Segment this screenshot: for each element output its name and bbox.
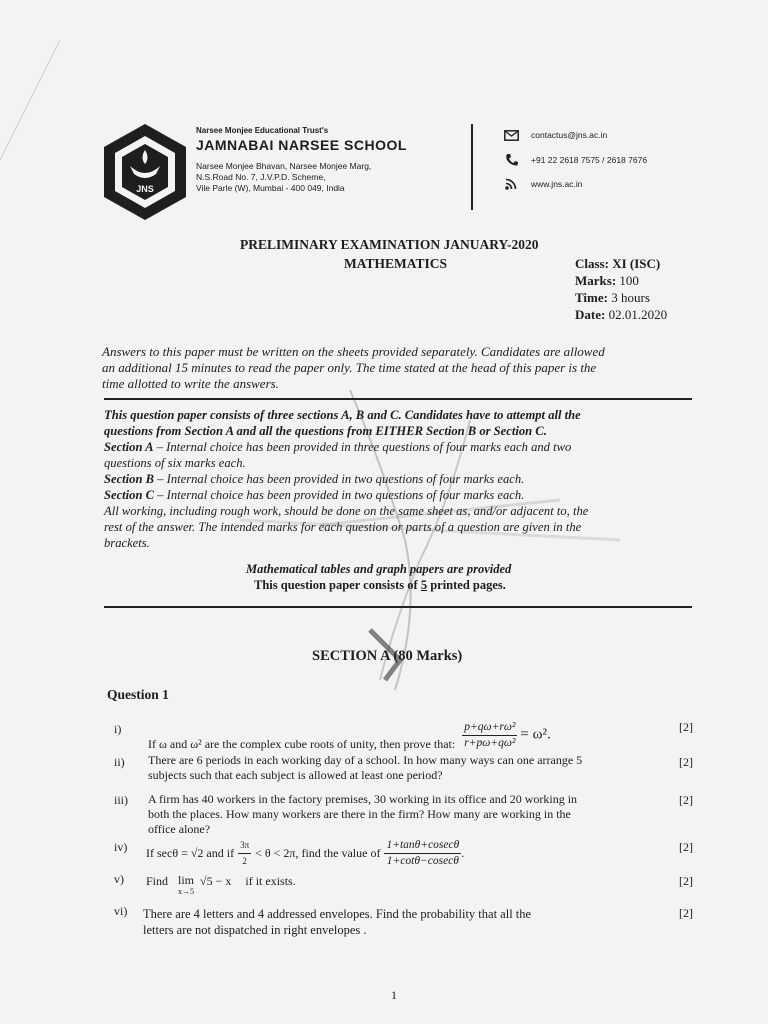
question-text: Find lim x→5 √5 − x if it exists. [146,873,296,896]
question-text: A firm has 40 workers in the factory premises, 30 working in its office and 20 working in both the places. How many workers are there in the firm? How many are working in the office alone? [148,792,578,836]
address-line-1: Narsee Monjee Bhavan, Narsee Monjee Marg, [196,161,372,171]
question-marks: [2] [679,906,693,920]
question-marks: [2] [679,874,693,888]
exam-subject: MATHEMATICS [344,256,448,271]
question-number: i) [114,722,122,736]
section-title: SECTION A (80 Marks) [312,648,463,664]
divider-1 [104,398,692,400]
address-line-2: N.S.Road No. 7, J.V.P.D. Scheme, [196,172,326,182]
fraction: $\frac{1+\tan\theta+cosec\theta}{1+\cot\theta-cosec\theta}$ [386,839,460,867]
contact-email [503,128,607,142]
question-marks: [2] [679,840,693,854]
exam-time: Time: 3 hours [575,290,650,305]
tables-note: Mathematical tables and graph papers are provided [246,562,512,576]
exam-class: Class: XI (ISC) [575,256,661,271]
question-marks: [2] [679,793,693,807]
question-text: There are 6 periods in each working day of a school. In how many ways can one arrange 5 subjects such that each subject is allowed at least one period? [148,753,583,782]
contact-phone [503,153,647,167]
question-number: iv) [114,840,128,854]
exam-marks: Marks: 100 [575,273,639,288]
logo-text: JNS [136,184,154,194]
school-logo [100,122,190,222]
question-text: If ω and ω² are the complex cube roots of unity, then prove that: $\frac{\text{p+qω+rω²}}{\text{r+pω+qω²}}$ = ω². [148,721,551,752]
question-heading: Question 1 [107,687,169,702]
question-number: vi) [114,904,128,918]
exam-title: PRELIMINARY EXAMINATION JANUARY-2020 [240,237,539,252]
inequality-fraction: $\frac{3\pi}{2}$ [240,840,250,866]
phone-text: +91 22 2618 7575 / 2618 7676 [531,155,648,165]
question-number: ii) [114,755,125,769]
instructions-answers: Answers to this paper must be written on the sheets provided separately. Candidates are allowed an additional 15 minutes to read the paper only. The time stated at the head of this paper is the time allotted to write the answers. [102,344,605,391]
website-text: www.jns.ac.in [531,179,583,189]
section-c-note: Section C – Internal choice has been provided in two questions of four marks each. [104,488,525,502]
phone-icon [503,153,519,167]
instructions-sections: This question paper consists of three sections A, B and C. Candidates have to attempt all the questions from Section A and all the questions from EITHER Section B or Section C. Section A – Internal choice has been provided in three questions of four marks each and two questions of six marks each. Section B – Internal choice has been provided in two questions of four marks each. Section C – Internal choice has been provided in two questions of four marks each. All working, including rough work, should be done on the same sheet as, and/or adjacent to, the rest of the answer. The intended marks for each question or parts of a question are given in the brackets. [104,408,589,550]
email-text: contactus@jns.ac.in [531,130,608,140]
limit: lim x→5 [178,873,195,896]
divider-2 [104,606,692,608]
question-marks: [2] [679,720,693,734]
question-number: iii) [114,793,128,807]
school-address [196,161,464,194]
question-text: If secθ = √2 and if $\frac{3\pi}{2}$ < θ < 2π, find the value of $\frac{1+\tan\theta+cosec\theta}{1+\cot\theta-cosec\theta}$ . [146,839,465,867]
rss-icon [503,177,519,191]
fraction: $\frac{\text{p+qω+rω²}}{\text{r+pω+qω²}}$ [464,721,516,749]
pages-note: This question paper consists of 5 printed pages. [254,578,506,592]
mail-icon [503,128,519,142]
school-name: JAMNABAI NARSEE SCHOOL [196,137,407,153]
address-line-3: Vile Parle (W), Mumbai - 400 049, India [196,183,345,193]
section-b-note: Section B – Internal choice has been provided in two questions of four marks each. [104,472,525,486]
question-text: There are 4 letters and 4 addressed envelopes. Find the probability that all the letters are not dispatched in right envelopes . [143,907,532,937]
question-number: v) [114,872,124,886]
exam-date: Date: 02.01.2020 [575,307,668,322]
question-marks: [2] [679,755,693,769]
header-divider [471,124,473,210]
section-a-note: Section A – Internal choice has been provided in three questions of four marks each and two [104,440,572,454]
page-number: 1 [391,988,397,1002]
contact-website [503,177,583,191]
trust-name: Narsee Monjee Educational Trust's [196,126,329,135]
school-info [196,126,464,194]
